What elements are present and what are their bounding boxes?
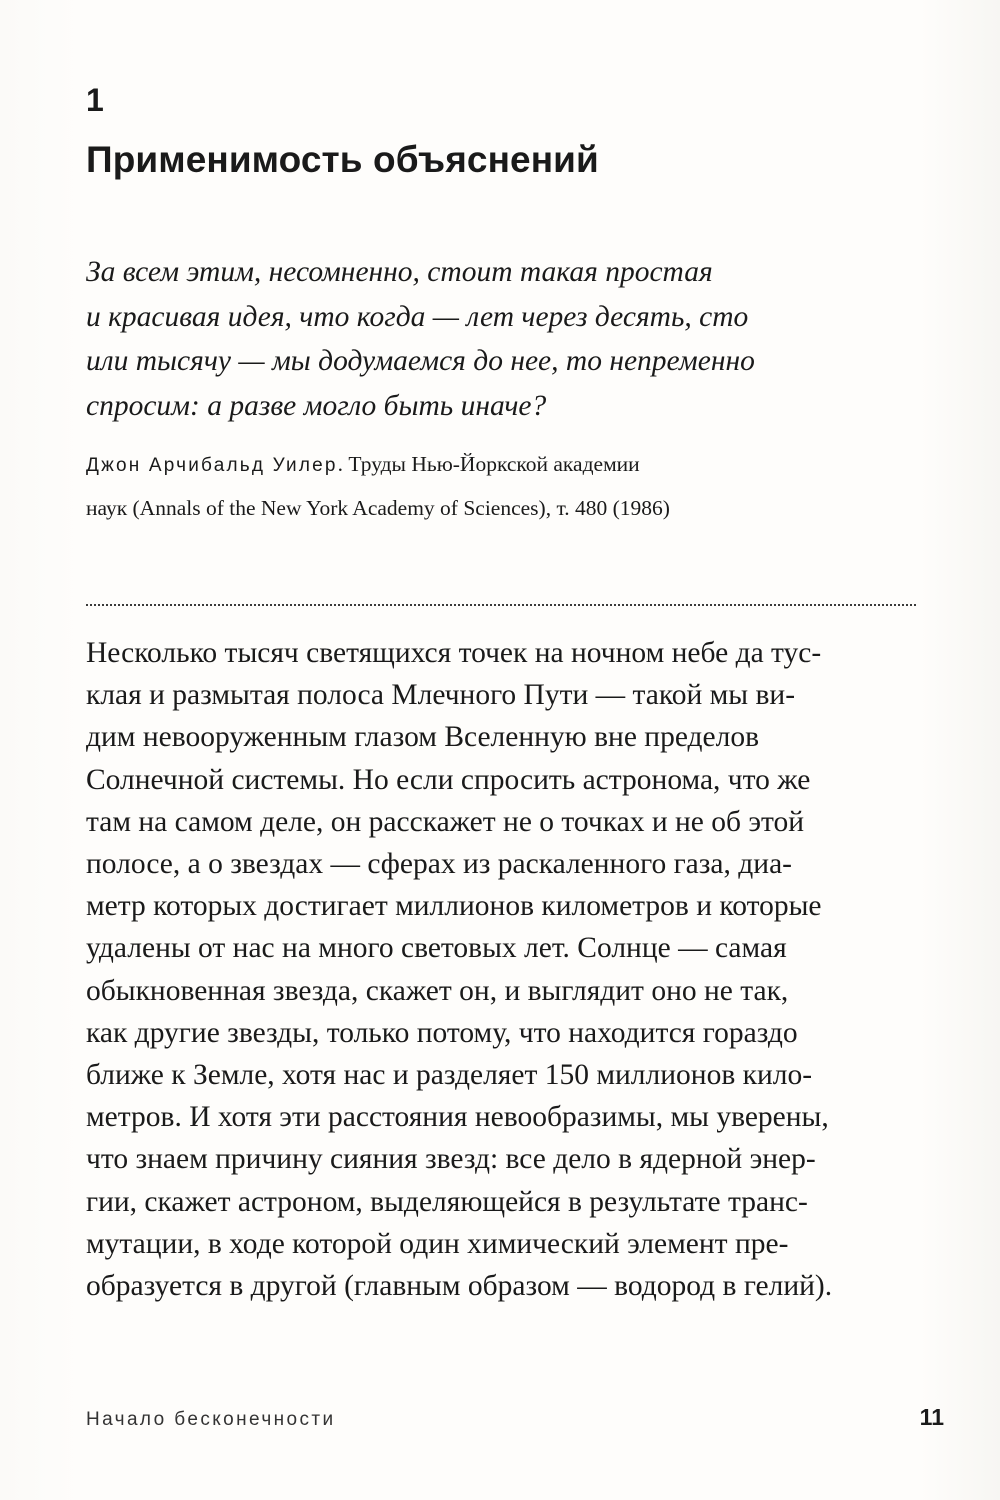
page-number: 11 — [919, 1404, 944, 1430]
body-line: Солнечной системы. Но если спросить астронома, что же — [86, 763, 811, 796]
body-line: ближе к Земле, хотя нас и разделяет 150 миллионов кило- — [86, 1059, 813, 1092]
body-line: дим невооруженным глазом Вселенную вне пределов — [86, 721, 760, 754]
chapter-number: 1 — [86, 82, 104, 118]
epigraph-line: спросим: а разве могло быть иначе? — [86, 389, 547, 422]
body-line: гии, скажет астроном, выделяющейся в результате транс- — [86, 1185, 808, 1218]
attribution-author: Джон Арчибальд Уилер — [86, 455, 338, 476]
body-line: как другие звезды, только потому, что находится гораздо — [86, 1016, 798, 1049]
body-line: мутации, в ходе которой один химический элемент пре- — [86, 1227, 789, 1260]
body-line: Несколько тысяч светящихся точек на ночном небе да тус- — [86, 637, 822, 669]
epigraph-attribution — [86, 443, 916, 529]
epigraph-line: или тысячу — мы додумаемся до нее, то непременно — [86, 345, 755, 377]
body-line: метров. И хотя эти расстояния невообразимы, мы уверены, — [86, 1101, 829, 1134]
body-line: клая и размытая полоса Млечного Пути — такой мы ви- — [86, 679, 796, 712]
chapter-title: Применимость объяснений — [86, 139, 599, 180]
dotted-divider — [86, 604, 916, 606]
epigraph-line: и красивая идея, что когда — лет через десять, сто — [86, 300, 749, 333]
body-line: там на самом деле, он расскажет не о точках и не об этой — [86, 805, 805, 838]
attribution-line — [86, 443, 916, 487]
body-line: удалены от нас на много световых лет. Солнце — самая — [86, 932, 787, 965]
body-text — [86, 632, 946, 1307]
body-line: обыкновенная звезда, скажет он, и выглядит оно не так, — [86, 974, 789, 1007]
running-footer-title: Начало бесконечности — [86, 1409, 336, 1430]
attribution-source: . Труды Нью-Йоркской академии — [337, 452, 640, 476]
epigraph — [86, 250, 906, 428]
attribution-source-continued: наук (Annals of the New York Academy of Sciences), т. 480 (1986) — [86, 496, 670, 520]
body-line: что знаем причину сияния звезд: все дело в ядерной энер- — [86, 1143, 816, 1176]
body-line: образуется в другой (главным образом — водород в гелий). — [86, 1270, 833, 1303]
epigraph-line: За всем этим, несомненно, стоит такая простая — [86, 256, 713, 288]
body-line: полосе, а о звездах — сферах из раскаленного газа, диа- — [86, 848, 792, 881]
body-line: метр которых достигает миллионов километров и которые — [86, 890, 822, 923]
